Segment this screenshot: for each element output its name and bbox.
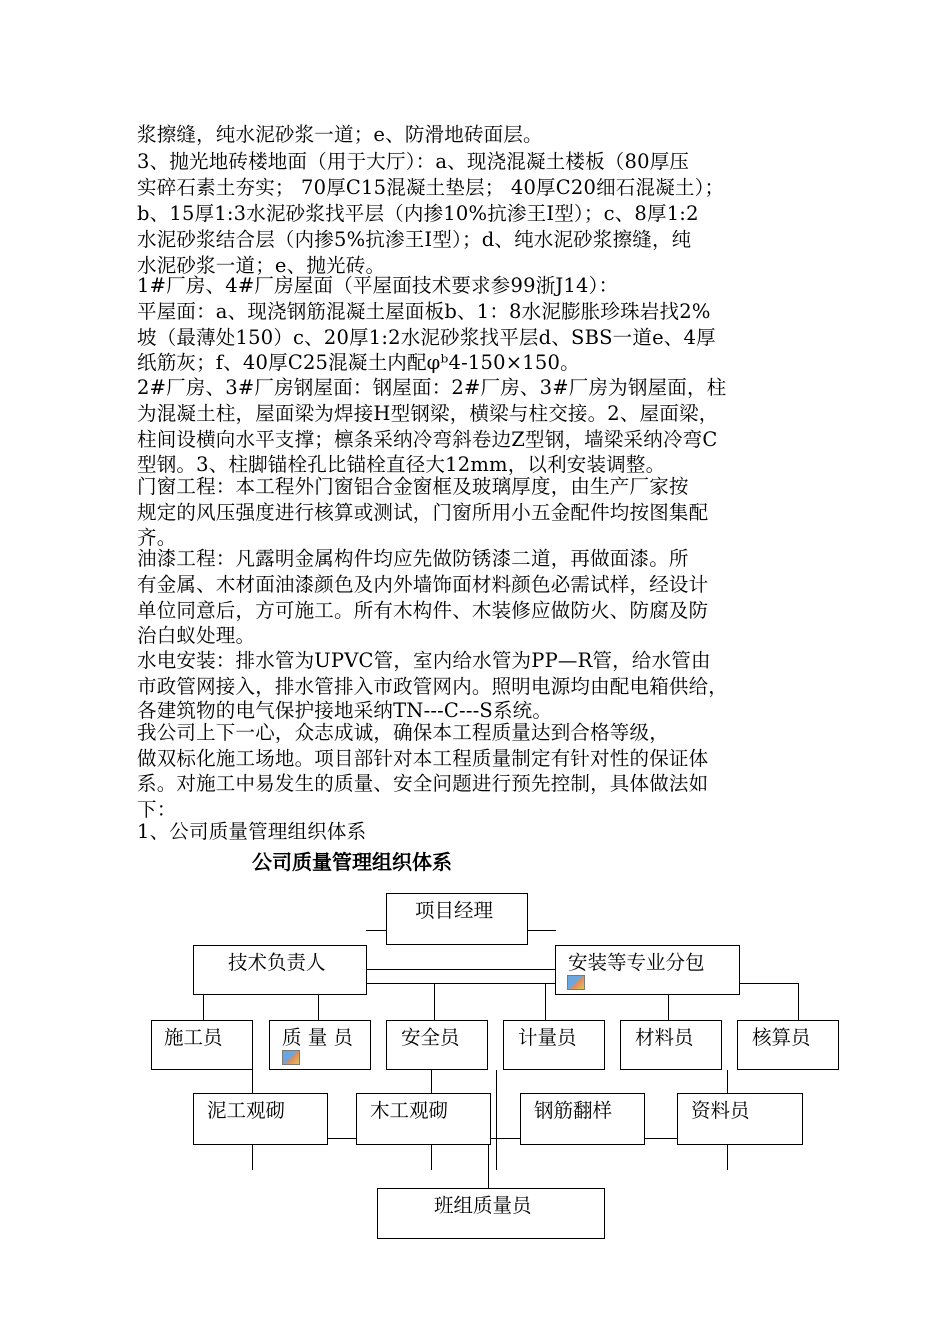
text-line: 做双标化施工场地。项目部针对本工程质量制定有针对性的保证体 [137,747,709,770]
text-line: 我公司上下一心，众志成诚，确保本工程质量达到合格等级， [137,721,669,744]
org-node-rebar [520,1093,645,1145]
text-line: 3、抛光地砖楼地面（用于大厅）：a、现浇混凝土楼板（80厚压 [137,150,690,173]
connector [366,969,556,970]
org-node-documents [677,1093,803,1145]
text-line: 浆擦缝，纯水泥砂浆一道；e、防滑地砖面层。 [137,123,543,146]
text-line: 下： [137,798,177,821]
connector [545,983,546,1021]
org-node-label: 计量员 [518,1026,577,1049]
text-line: 系。对施工中易发生的质量、安全问题进行预先控制，具体做法如 [137,772,709,795]
broken-image-icon [282,1050,300,1065]
org-node-quality [269,1020,371,1070]
org-node-subcontract [555,945,740,995]
org-chart-title: 公司质量管理组织体系 [252,850,452,874]
org-node-carpentry [356,1093,491,1145]
text-line: 平屋面：a、现浇钢筋混凝土屋面板b、1：8水泥膨胀珍珠岩找2% [137,300,711,323]
text-line: 各建筑物的电气保护接地采纳TN---C---S系统。 [137,699,553,722]
org-node-label: 泥工观砌 [207,1099,286,1122]
org-node-label: 核算员 [752,1026,811,1049]
text-line: 1、公司质量管理组织体系 [137,820,367,843]
org-node-label: 技术负责人 [228,951,326,974]
text-line: 油漆工程：凡露明金属构件均应先做防锈漆二道，再做面漆。所 [137,547,689,570]
connector [798,983,799,1021]
org-node-label: 项目经理 [415,899,494,922]
org-node-safety [386,1020,488,1070]
org-node-label: 安装等专业分包 [568,951,705,974]
text-line: 规定的风压强度进行核算或测试，门窗所用小五金配件均按图集配 [137,501,709,524]
text-line: 治白蚁处理。 [137,624,256,647]
org-node-accounting [737,1020,839,1070]
text-line: 2#厂房、3#厂房钢屋面：钢屋面：2#厂房、3#厂房为钢屋面，柱 [137,376,727,399]
org-node-label: 木工观砌 [370,1099,449,1122]
org-node-manager [386,893,528,945]
org-node-materials [620,1020,722,1070]
org-node-label: 班组质量员 [434,1194,532,1217]
text-line: 门窗工程：本工程外门窗铝合金窗框及玻璃厚度，由生产厂家按 [137,475,689,498]
org-node-label: 质 量 员 [282,1026,353,1049]
org-node-team-quality [377,1188,605,1239]
text-line: 水电安装：排水管为UPVC管，室内给水管为PP—R管，给水管由 [137,649,711,672]
connector [496,1070,497,1170]
org-node-label: 材料员 [635,1026,694,1049]
org-node-tech [193,945,367,995]
text-line: 有金属、木材面油漆颜色及内外墙饰面材料颜色必需试样，经设计 [137,573,709,596]
text-line: 水泥砂浆结合层（内掺5%抗渗王Ⅰ型）；d、纯水泥砂浆擦缝，纯 [137,228,692,251]
text-line: 柱间设横向水平支撑；檩条采纳冷弯斜卷边Z型钢，墙梁采纳冷弯C [137,428,718,451]
text-line: 齐。 [137,526,177,549]
text-line: 水泥砂浆一道；e、抛光砖。 [137,254,386,277]
org-node-label: 安全员 [401,1026,460,1049]
text-line: 实碎石素土夯实； 70厚C15混凝土垫层； 40厚C20细石混凝土）； [137,176,725,199]
text-line: 单位同意后，方可施工。所有木构件、木装修应做防火、防腐及防 [137,599,709,622]
text-line: 1#厂房、4#厂房屋面（平屋面技术要求参99浙J14）： [137,274,619,297]
org-node-metering [503,1020,605,1070]
text-line: b、15厚1:3水泥砂浆找平层（内掺10%抗渗王Ⅰ型）；c、8厚1:2 [137,202,699,225]
text-line: 纸筋灰；f、40厚C25混凝土内配φᵇ4-150×150。 [137,351,580,374]
text-line: 型钢。3、柱脚锚栓孔比锚栓直径大12mm，以利安装调整。 [137,453,666,476]
org-node-label: 钢筋翻样 [534,1099,613,1122]
org-node-construction [151,1020,253,1070]
text-line: 坡（最薄处150）c、20厚1:2水泥砂浆找平层d、SBS一道e、4厚 [137,326,716,349]
broken-image-icon [567,975,585,990]
org-node-label: 施工员 [164,1026,223,1049]
connector [434,983,435,1021]
org-node-masonry [193,1093,328,1145]
text-line: 市政管网接入，排水管排入市政管网内。照明电源均由配电箱供给， [137,675,729,698]
text-line: 为混凝土柱，屋面梁为焊接H型钢梁，横梁与柱交接。2、屋面梁， [137,402,719,425]
org-node-label: 资料员 [691,1099,750,1122]
